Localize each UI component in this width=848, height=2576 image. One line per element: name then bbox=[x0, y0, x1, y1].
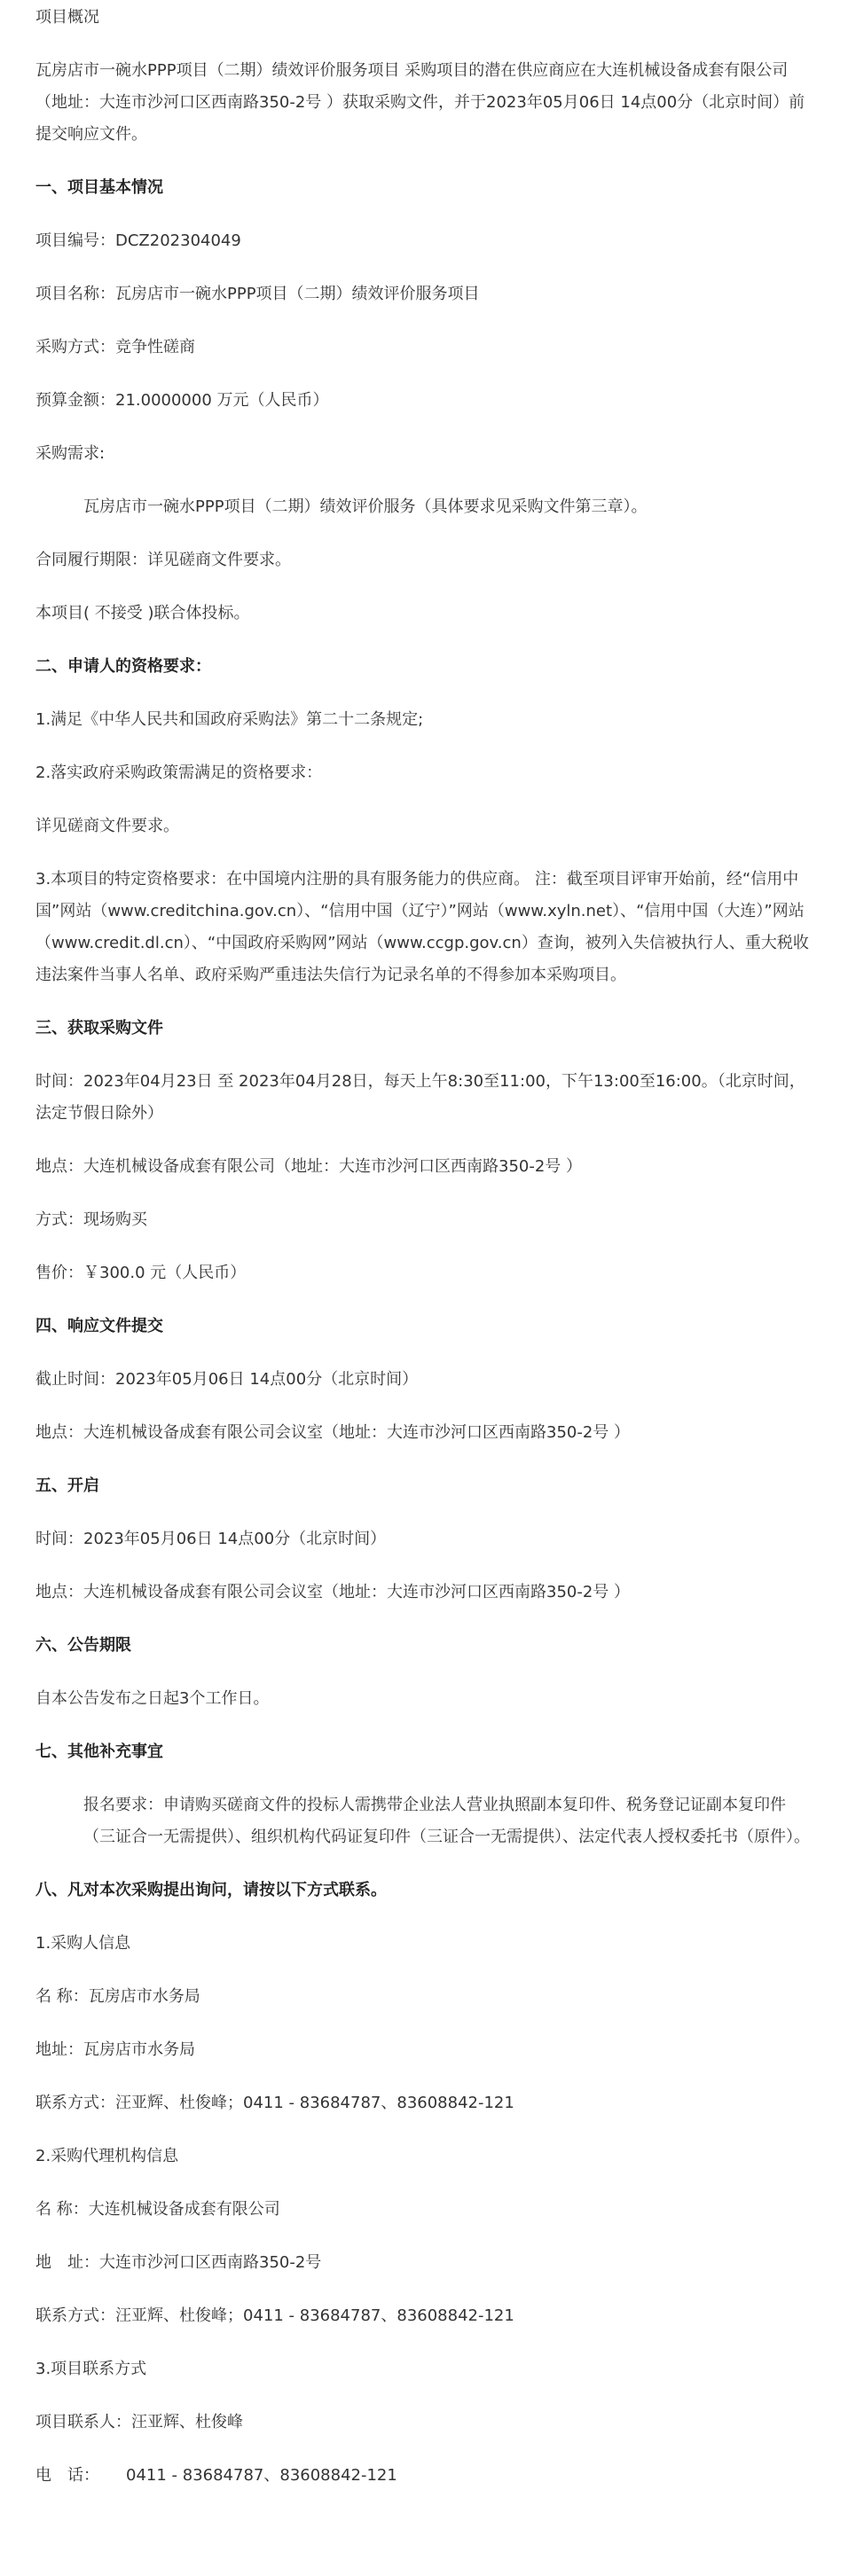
agency-contact: 联系方式：汪亚辉、杜俊峰；0411 - 83684787、83608842-121 bbox=[35, 2306, 514, 2325]
purchase-method: 采购方式：竞争性磋商 bbox=[35, 338, 195, 356]
project-contact-label: 3.项目联系方式 bbox=[35, 2360, 147, 2378]
qualification-2-detail: 详见磋商文件要求。 bbox=[35, 817, 179, 835]
obtain-place: 地点：大连机械设备成套有限公司（地址：大连市沙河口区西南路350-2号 ） bbox=[35, 1157, 583, 1176]
supplementary-text: 报名要求：申请购买磋商文件的投标人需携带企业法人营业执照副本复印件、税务登记证副本复印件（三证合一无需提供）、组织机构代码证复印件（三证合一无需提供）、法定代表人授权委托书（原件）。 bbox=[83, 1796, 810, 1846]
qualification-3: 3.本项目的特定资格要求：在中国境内注册的具有服务能力的供应商。 注：截至项目评审开始前，经“信用中国”网站（www.creditchina.gov.cn）、“信用中国（辽宁）”网站（www.xyln.net）、“信用中国（大连）”网站（www.credit.dl.cn）、“中国政府采购网”网站（www.ccgp.gov.cn）查询，被列入失信被执行人、重大税收违法案件当事人名单、政府采购严重违法失信行为记录名单的不得参加本采购项目。 bbox=[35, 870, 809, 984]
contract-period: 合同履行期限：详见磋商文件要求。 bbox=[35, 551, 291, 569]
purchaser-info-label: 1.采购人信息 bbox=[35, 1934, 131, 1953]
agency-address: 地 址：大连市沙河口区西南路350-2号 bbox=[35, 2253, 322, 2272]
project-phone bbox=[35, 2460, 813, 2492]
opening-time: 时间：2023年05月06日 14点00分（北京时间） bbox=[35, 1530, 387, 1548]
section-8-heading: 八、凡对本次采购提出询问，请按以下方式联系。 bbox=[35, 1881, 387, 1899]
obtain-way: 方式：现场购买 bbox=[35, 1210, 147, 1229]
document-price: 售价：￥300.0 元（人民币） bbox=[35, 1264, 247, 1282]
purchaser-contact: 联系方式：汪亚辉、杜俊峰；0411 - 83684787、83608842-121 bbox=[35, 2094, 514, 2112]
obtain-time: 时间：2023年04月23日 至 2023年04月28日，每天上午8:30至11:00，下午13:00至16:00。（北京时间，法定节假日除外） bbox=[35, 1072, 805, 1123]
agency-name: 名 称：大连机械设备成套有限公司 bbox=[35, 2200, 280, 2219]
section-1-heading: 一、项目基本情况 bbox=[35, 178, 163, 197]
purchaser-name: 名 称：瓦房店市水务局 bbox=[35, 1987, 200, 2006]
project-phone-number: 0411 - 83684787、83608842-121 bbox=[126, 2466, 397, 2485]
section-2-heading: 二、申请人的资格要求： bbox=[35, 657, 211, 676]
project-phone-label: 电 话： bbox=[35, 2466, 99, 2485]
budget-amount: 预算金额：21.0000000 万元（人民币） bbox=[35, 391, 329, 410]
purchaser-address: 地址：瓦房店市水务局 bbox=[35, 2040, 195, 2059]
section-4-heading: 四、响应文件提交 bbox=[35, 1317, 163, 1335]
agency-info-label: 2.采购代理机构信息 bbox=[35, 2147, 179, 2165]
project-code: 项目编号：DCZ202304049 bbox=[35, 231, 241, 250]
consortium-note: 本项目( 不接受 )联合体投标。 bbox=[35, 604, 250, 622]
section-5-heading: 五、开启 bbox=[35, 1476, 99, 1495]
opening-place: 地点：大连机械设备成套有限公司会议室（地址：大连市沙河口区西南路350-2号 ） bbox=[35, 1583, 631, 1601]
section-7-heading: 七、其他补充事宜 bbox=[35, 1742, 163, 1761]
section-3-heading: 三、获取采购文件 bbox=[35, 1019, 163, 1037]
intro-paragraph: 瓦房店市一碗水PPP项目（二期）绩效评价服务项目 采购项目的潜在供应商应在大连机械设备成套有限公司（地址：大连市沙河口区西南路350-2号 ）获取采购文件，并于2023年05月06日 14点00分（北京时间）前提交响应文件。 bbox=[35, 61, 805, 144]
project-contact-person: 项目联系人：汪亚辉、杜俊峰 bbox=[35, 2413, 243, 2431]
submission-place: 地点：大连机械设备成套有限公司会议室（地址：大连市沙河口区西南路350-2号 ） bbox=[35, 1423, 631, 1442]
qualification-1: 1.满足《中华人民共和国政府采购法》第二十二条规定; bbox=[35, 710, 424, 729]
submission-deadline: 截止时间：2023年05月06日 14点00分（北京时间） bbox=[35, 1370, 419, 1389]
qualification-2: 2.落实政府采购政策需满足的资格要求： bbox=[35, 763, 323, 782]
requirement-text: 瓦房店市一碗水PPP项目（二期）绩效评价服务（具体要求见采购文件第三章）。 bbox=[83, 497, 648, 516]
overview-label: 项目概况 bbox=[35, 8, 99, 27]
section-6-heading: 六、公告期限 bbox=[35, 1636, 131, 1655]
requirement-label: 采购需求: bbox=[35, 444, 106, 463]
notice-period: 自本公告发布之日起3个工作日。 bbox=[35, 1689, 270, 1708]
project-name: 项目名称：瓦房店市一碗水PPP项目（二期）绩效评价服务项目 bbox=[35, 285, 480, 303]
